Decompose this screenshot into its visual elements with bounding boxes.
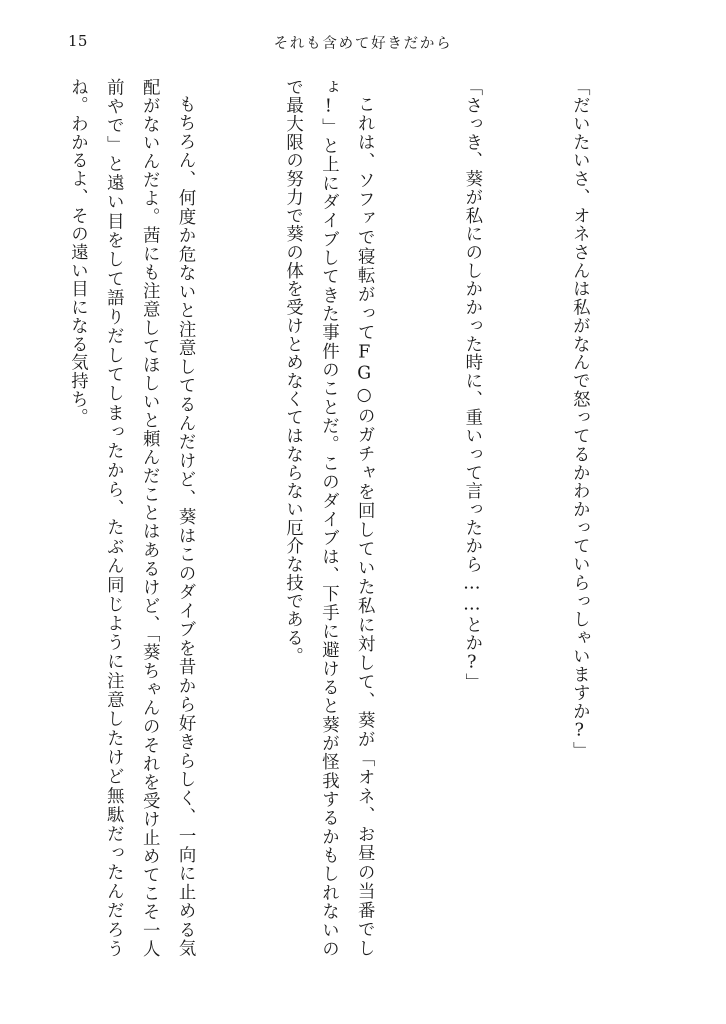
page-header bbox=[0, 32, 726, 54]
running-title: それも含めて好きだから bbox=[273, 36, 453, 52]
paragraph: 「だいたいさ、オネさんは私がなんで怒ってるかわかっていらっしゃいますか?」 bbox=[569, 78, 590, 760]
paragraph: もちろん、何度か危ないと注意してるんだけど、葵はこのダイブを昔から好きらしく、一向に止める気配がないんだよ。茜にも注意してほしいと頼んだことはあるけど、「葵ちゃんのそれを受け止めてこそ一人前やで」と遠い目をして語りだしてしまったから、たぶん同じように注意したけど無駄だったんだろうね。わかるよ、その遠い目になる気持ち。 bbox=[67, 78, 196, 958]
paragraph: 「さっき、葵が私にのしかかった時に、重いって言ったから……とか?」 bbox=[461, 78, 482, 692]
body-text-area bbox=[58, 78, 668, 968]
paragraph: これは、ソファで寝転がってFG○のガチャを回していた私に対して、葵が「オネ、お昼の当番でしょ!」と上にダイブしてきた事件のことだ。このダイブは、下手に避けると葵が怪我するかもしれないので最大限の努力で葵の体を受けとめなくてはならない厄介な技である。 bbox=[282, 78, 375, 958]
vertical-text-block bbox=[0, 78, 668, 958]
page-number: 15 bbox=[68, 32, 88, 50]
